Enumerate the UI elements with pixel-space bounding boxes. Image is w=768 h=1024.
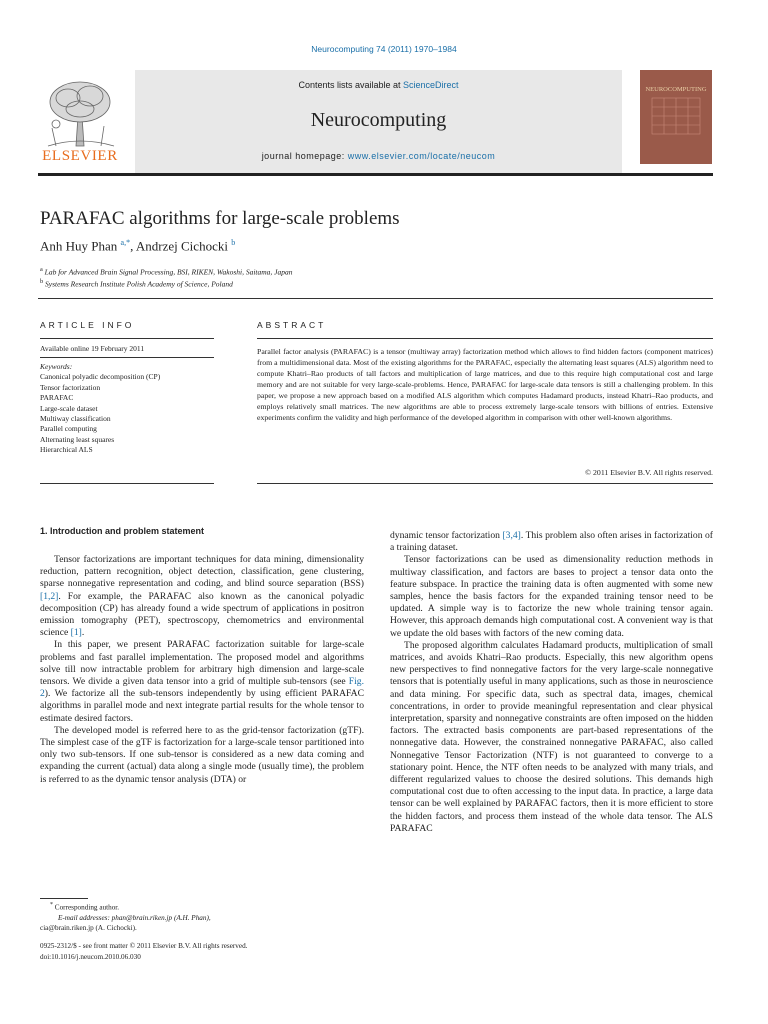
affiliation-b-mark: b: [40, 278, 44, 285]
author-separator: ,: [130, 238, 136, 254]
paragraph-text: .: [81, 627, 85, 639]
keywords-block: [40, 362, 214, 456]
header-rule: [38, 173, 713, 176]
contents-prefix: Contents lists available at: [298, 80, 404, 90]
reference-link[interactable]: [3,4]: [502, 530, 521, 541]
paragraph-text: Tensor factorizations are important techniques for data mining, dimensionality reduction, pattern recognition, object detection, classification, gene clustering, sparse nonnegative representation and coding, and blind source separation (BSS): [40, 554, 364, 590]
journal-name: Neurocomputing: [310, 109, 447, 131]
author-phan-marks[interactable]: a,*: [120, 238, 131, 247]
keyword-item: Hierarchical ALS: [40, 445, 93, 455]
keyword-item: Large-scale dataset: [40, 403, 98, 413]
affiliation-rule: [38, 298, 713, 299]
abstract-bottom-rule: [257, 483, 713, 484]
footnote-mark: *: [50, 902, 53, 908]
reference-link[interactable]: [1]: [70, 627, 82, 639]
footnote-rule: [40, 898, 88, 899]
corresponding-text: Corresponding author.: [53, 903, 120, 912]
keyword-item: PARAFAC: [40, 393, 74, 403]
affiliation-a: [40, 266, 293, 277]
journal-citation[interactable]: Neurocomputing 74 (2011) 1970–1984: [311, 44, 457, 54]
authors: [40, 238, 235, 254]
keyword-item: Tensor factorization: [40, 382, 101, 392]
abstract-text: Parallel factor analysis (PARAFAC) is a tensor (multiway array) factorization method which allows to find hidden factors (component matrices) from a multidimensional data. Most of the existing algorithms for the PARAFAC, especially the alternating least squares (ALS) algorithm need to compute Khatri–Rao products of tall factors and multiplication of large matrices, and due to this require high computational cost and large memory and are not suitable for very large-scale-problems. Hence, PARAFAC for large-scale data tensors is still a challenging problem. In this paper, we propose a new approach based on a modified ALS algorithm which computes Hadamard products, instead Khatri–Rao products, and employs relatively small matrices. The new algorithms are able to process extremely large-scale tensors with billions of entries. Extensive experiments confirm the validity and high performance of the developed algorithm in comparison with other well-known algorithms.: [257, 347, 713, 422]
article-info-bottom-rule: [40, 483, 214, 484]
article-title: PARAFAC algorithms for large-scale problems: [40, 208, 400, 229]
front-matter: [40, 941, 360, 963]
paragraph: Tensor factorizations can be used as dimensionality reduction methods in multiway classification, and factors are bases to project a tensor data onto the feature subspace. In practice the training data is often augmented with some new samples, hence the basis factors for the expanded training tensor need to be updated. A simple way is to factorize the new whole training tensor again. However, this approach demands high computational cost. A convenient way is that we update the old bases with factors of the new coming data.: [390, 554, 713, 639]
journal-cover-title: NEUROCOMPUTING: [645, 86, 707, 93]
paragraph: The proposed algorithm calculates Hadamard products, multiplication of small matrices, and avoids Khatri–Rao products. Especially, this new algorithm opens new perspectives to find nonnegative factors for the very large-scale nonnegative tensors that is potentially useful in many applications, such as those in neuroscience and data mining. For specific data, such as spectral data, images, chemical concentrations, in order to provide meaningful representation and clear physical interpretation, sparsity and nonnegative constraints are often imposed on the hidden factors. The extracted basis components are part-based representations of the nonnegative data. However, the constrained nonnegative PARAFAC, also called Nonnegative Tensor Factorization (NTF) is not guaranteed to converge to a stationary point. Hence, the NTF often needs to be analyzed with many trials, and different regularized values to choose the desired solutions. This demands high computational cost due to often accessing to the input data. In practice, a large data tensor can be well explained by PARAFAC factors, then it is more efficient to store the hidden factors, and process them instead of the whole data tensor. The ALS PARAFAC: [390, 639, 713, 834]
affiliation-a-mark: a: [40, 266, 43, 273]
paragraph: [40, 639, 364, 724]
section-title: 1. Introduction and problem statement: [40, 526, 205, 536]
author-phan[interactable]: Anh Huy Phan: [40, 238, 118, 254]
affiliation-b: [40, 278, 233, 289]
homepage-prefix: journal homepage:: [261, 151, 348, 161]
keyword-item: Multiway classification: [40, 414, 111, 424]
email-line-2[interactable]: cia@brain.riken.jp (A. Cichocki).: [40, 924, 137, 933]
doi-line[interactable]: doi:10.1016/j.neucom.2010.06.030: [40, 953, 141, 961]
affiliation-a-text: Lab for Advanced Brain Signal Processing, BSI, RIKEN, Wakoshi, Saitama, Japan: [44, 267, 293, 277]
keywords-label: Keywords:: [40, 362, 73, 371]
paragraph-text: . For example, the PARAFAC also known as the canonical polyadic decomposition (CP) has already found a wide spectrum of applications in positron emission tomography (PET), spectroscopy, chemometrics and environmental science: [40, 590, 364, 639]
sciencedirect-link[interactable]: ScienceDirect: [403, 80, 459, 90]
homepage-link[interactable]: www.elsevier.com/locate/neucom: [347, 151, 496, 161]
cover-grid-graphic: [650, 96, 702, 136]
publisher-name: ELSEVIER: [42, 148, 118, 164]
paragraph: The developed model is referred here to as the grid-tensor factorization (gTF). The simplest case of the gTF is factorization for a large-scale tensor partitioned into only two sub-tensors. If one sub-tensor is considered as a new data coming and expanding the current (actual) data along a single mode (usually time), the problem is referred to as the dynamic tensor analysis (DTA) or: [40, 724, 364, 785]
reference-link[interactable]: [1,2]: [40, 590, 59, 602]
article-info-rule: [40, 338, 214, 339]
abstract-heading: ABSTRACT: [257, 320, 327, 330]
paragraph: [390, 530, 713, 554]
article-info-heading: ARTICLE INFO: [40, 320, 135, 330]
figure-link[interactable]: Fig. 2: [40, 676, 364, 700]
paragraph: [40, 554, 364, 639]
available-rule: [40, 357, 214, 358]
keyword-item: Canonical polyadic decomposition (CP): [40, 372, 161, 382]
abstract-rule: [257, 338, 713, 339]
right-column: [390, 530, 713, 835]
affiliation-b-text: Systems Research Institute Polish Academy of Science, Poland: [45, 279, 233, 289]
keyword-item: Parallel computing: [40, 424, 97, 434]
author-cichocki-marks[interactable]: b: [231, 238, 236, 247]
abstract-copyright: © 2011 Elsevier B.V. All rights reserved.: [585, 468, 713, 477]
paragraph-text: dynamic tensor factorization: [390, 530, 503, 541]
corresponding-author: [40, 900, 360, 913]
email-line[interactable]: E-mail addresses: phan@brain.riken.jp (A.H. Phan),: [58, 913, 211, 922]
left-column: [40, 554, 364, 786]
paragraph-text: . This problem also often arises in factorization of a training dataset.: [390, 530, 713, 554]
journal-homepage: [135, 151, 622, 161]
available-online: Available online 19 February 2011: [40, 344, 145, 353]
footnote: [40, 900, 360, 934]
author-cichocki[interactable]: Andrzej Cichocki: [135, 238, 228, 254]
contents-available: [135, 80, 622, 90]
keyword-item: Alternating least squares: [40, 434, 115, 444]
paragraph-text: ). We factorize all the sub-tensors independently by using efficient PARAFAC algorithms in parallel mode and next integrate partial results for the whole tensor to estimate desired factors.: [40, 688, 364, 724]
issn-line: 0925-2312/$ - see front matter © 2011 Elsevier B.V. All rights reserved.: [40, 942, 248, 950]
paragraph-text: In this paper, we present PARAFAC factorization suitable for large-scale problems and fast parallel implementation. The proposed model and algorithms solve till now intractable problem for arbitrary high dimension and large-scale tensors. We divide a given data tensor into a grid of multiple sub-tensors (see: [40, 639, 364, 688]
